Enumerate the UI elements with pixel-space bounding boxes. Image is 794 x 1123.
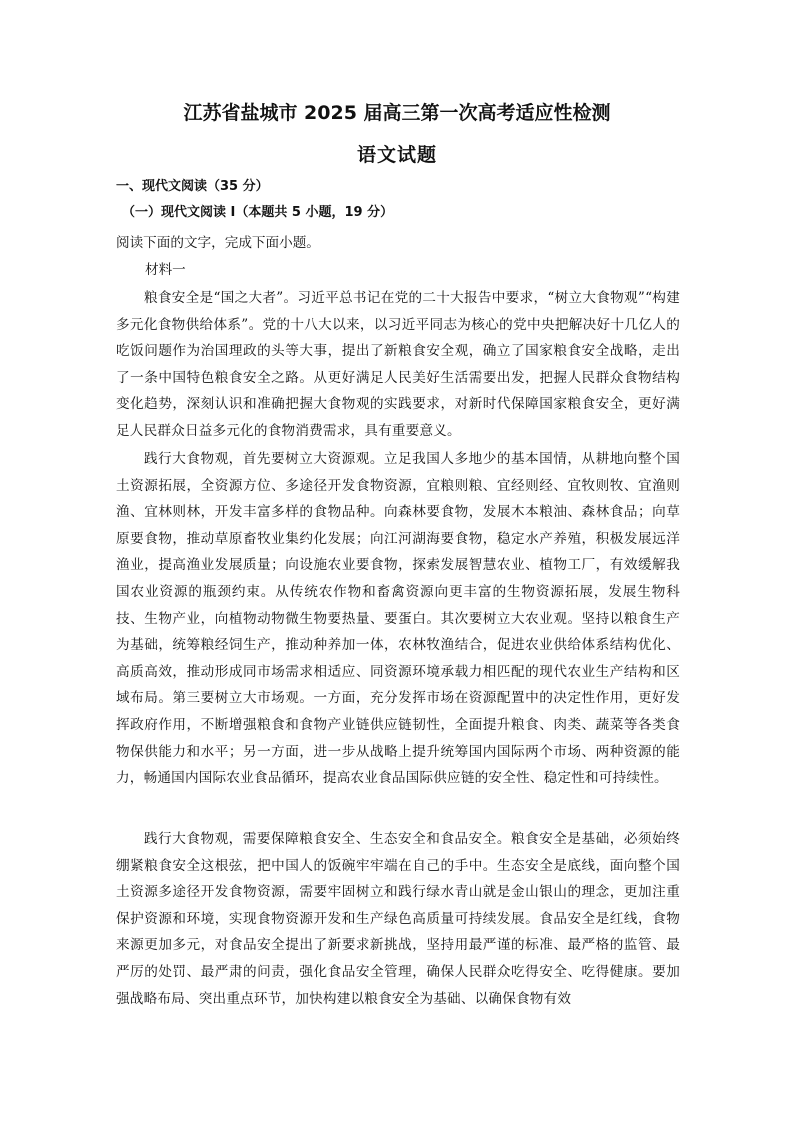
subject-title: 语文试题 xyxy=(356,144,437,166)
subsection-heading: （一）现代文阅读 I（本题共 5 小题，19 分） xyxy=(122,205,394,220)
reading-instruction: 阅读下面的文字，完成下面小题。 xyxy=(116,235,320,251)
material-label: 材料一 xyxy=(145,262,186,278)
exam-title: 江苏省盐城市 2025 届高三第一次高考适应性检测 xyxy=(183,102,611,124)
body-paragraph: 粮食安全是“国之大者”。习近平总书记在党的二十大报告中要求，“树立大食物观”“构建多元化食物供给体系”。党的十八大以来，以习近平同志为核心的党中央把解决好十几亿人的吃饭问题作为治国理政的头等大事，提出了新粮食安全观，确立了国家粮食安全战略，走出了一条中国特色粮食安全之路。从更好满足人民美好生活需要出发，把握人民群众食物结构变化趋势，深刻认识和准确把握大食物观的实践要求，对新时代保障国家粮食安全，更好满足人民群众日益多元化的食物消费需求，具有重要意义。 xyxy=(116,290,680,439)
body-paragraph: 践行大食物观，首先要树立大资源观。立足我国人多地少的基本国情，从耕地向整个国土资源拓展，全资源方位、多途径开发食物资源，宜粮则粮、宜经则经、宜牧则牧、宜渔则渔、宜林则林，开发丰富多样的食物品种。向森林要食物，发展木本粮油、森林食品；向草原要食物，推动草原畜牧业集约化发展；向江河湖海要食物，稳定水产养殖，积极发展远洋渔业，提高渔业发展质量；向设施农业要食物，探索发展智慧农业、植物工厂，有效缓解我国农业资源的瓶颈约束。从传统农作物和畜禽资源向更丰富的生物资源拓展，发展生物科技、生物产业，向植物动物微生物要热量、要蛋白。其次要树立大农业观。坚持以粮食生产为基础，统筹粮经饲生产，推动种养加一体，农林牧渔结合，促进农业供给体系结构优化、高质高效，推动形成同市场需求相适应、同资源环境承载力相匹配的现代农业生产结构和区域布局。第三要树立大市场观。一方面，充分发挥市场在资源配置中的决定性作用，更好发挥政府作用，不断增强粮食和食物产业链供应链韧性，全面提升粮食、肉类、蔬菜等各类食物保供能力和水平；另一方面，进一步从战略上提升统筹国内国际两个市场、两种资源的能力，畅通国内国际农业食品循环，提高农业食品国际供应链的安全性、稳定性和可持续性。 xyxy=(116,451,680,787)
body-paragraph: 践行大食物观，需要保障粮食安全、生态安全和食品安全。粮食安全是基础，必须始终绷紧粮食安全这根弦，把中国人的饭碗牢牢端在自己的手中。生态安全是底线，面向整个国土资源多途径开发食物资源，需要牢固树立和践行绿水青山就是金山银山的理念，更加注重保护资源和环境，实现食物资源开发和生产绿色高质量可持续发展。食品安全是红线，食物来源更加多元，对食品安全提出了新要求新挑战，坚持用最严谨的标准、最严格的监管、最严厉的处罚、最严肃的问责，强化食品安全管理，确保人民群众吃得安全、吃得健康。要加强战略布局、突出重点环节，加快构建以粮食安全为基础、以确保食物有效 xyxy=(116,831,680,1007)
section-heading: 一、现代文阅读（35 分） xyxy=(116,179,269,194)
